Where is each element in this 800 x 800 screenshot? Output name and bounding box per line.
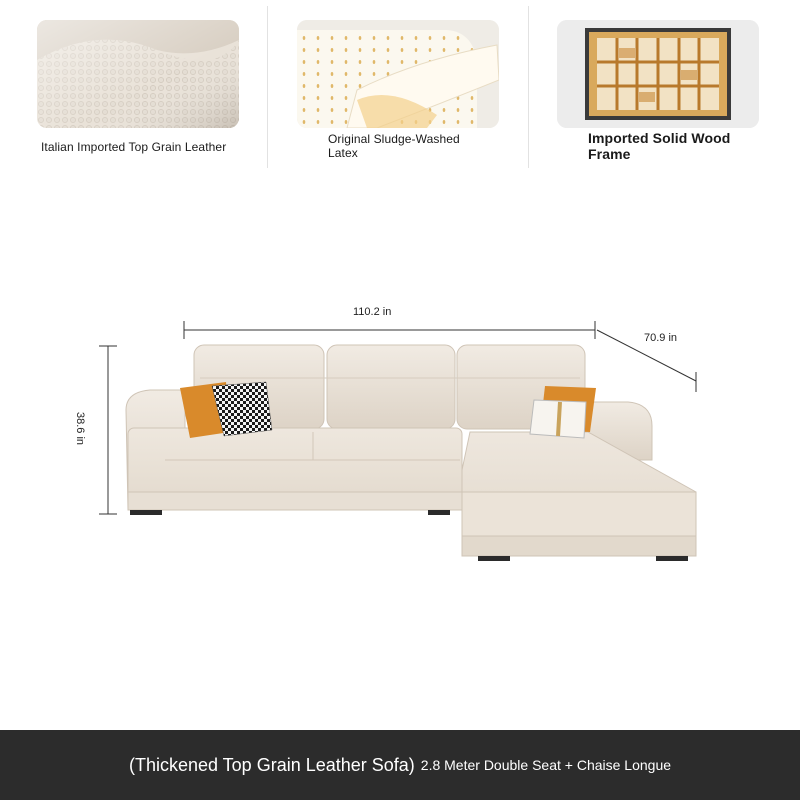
sofa-illustration <box>0 170 800 770</box>
leather-texture-image <box>37 20 239 128</box>
wood-frame-image <box>557 20 759 128</box>
feature-leather-label: Italian Imported Top Grain Leather <box>41 140 227 154</box>
divider <box>528 6 529 168</box>
depth-label: 70.9 in <box>644 332 678 344</box>
product-title-bar <box>0 730 800 800</box>
feature-wood-frame-label: Imported Solid Wood Frame <box>588 130 731 162</box>
width-label: 110.2 in <box>353 306 392 318</box>
latex-layer-image <box>297 20 499 128</box>
height-dimension-line <box>99 346 117 514</box>
feature-latex-label: Original Sludge-Washed Latex <box>328 132 460 160</box>
feature-wood-frame <box>557 20 759 162</box>
width-dimension-line <box>184 321 595 339</box>
divider <box>267 6 268 168</box>
feature-latex <box>297 20 499 160</box>
product-subtitle: 2.8 Meter Double Seat + Chaise Longue <box>420 757 672 773</box>
feature-leather <box>37 20 239 154</box>
product-title: (Thickened Top Grain Leather Sofa) <box>128 754 415 775</box>
height-label: 38.6 in <box>74 412 86 446</box>
